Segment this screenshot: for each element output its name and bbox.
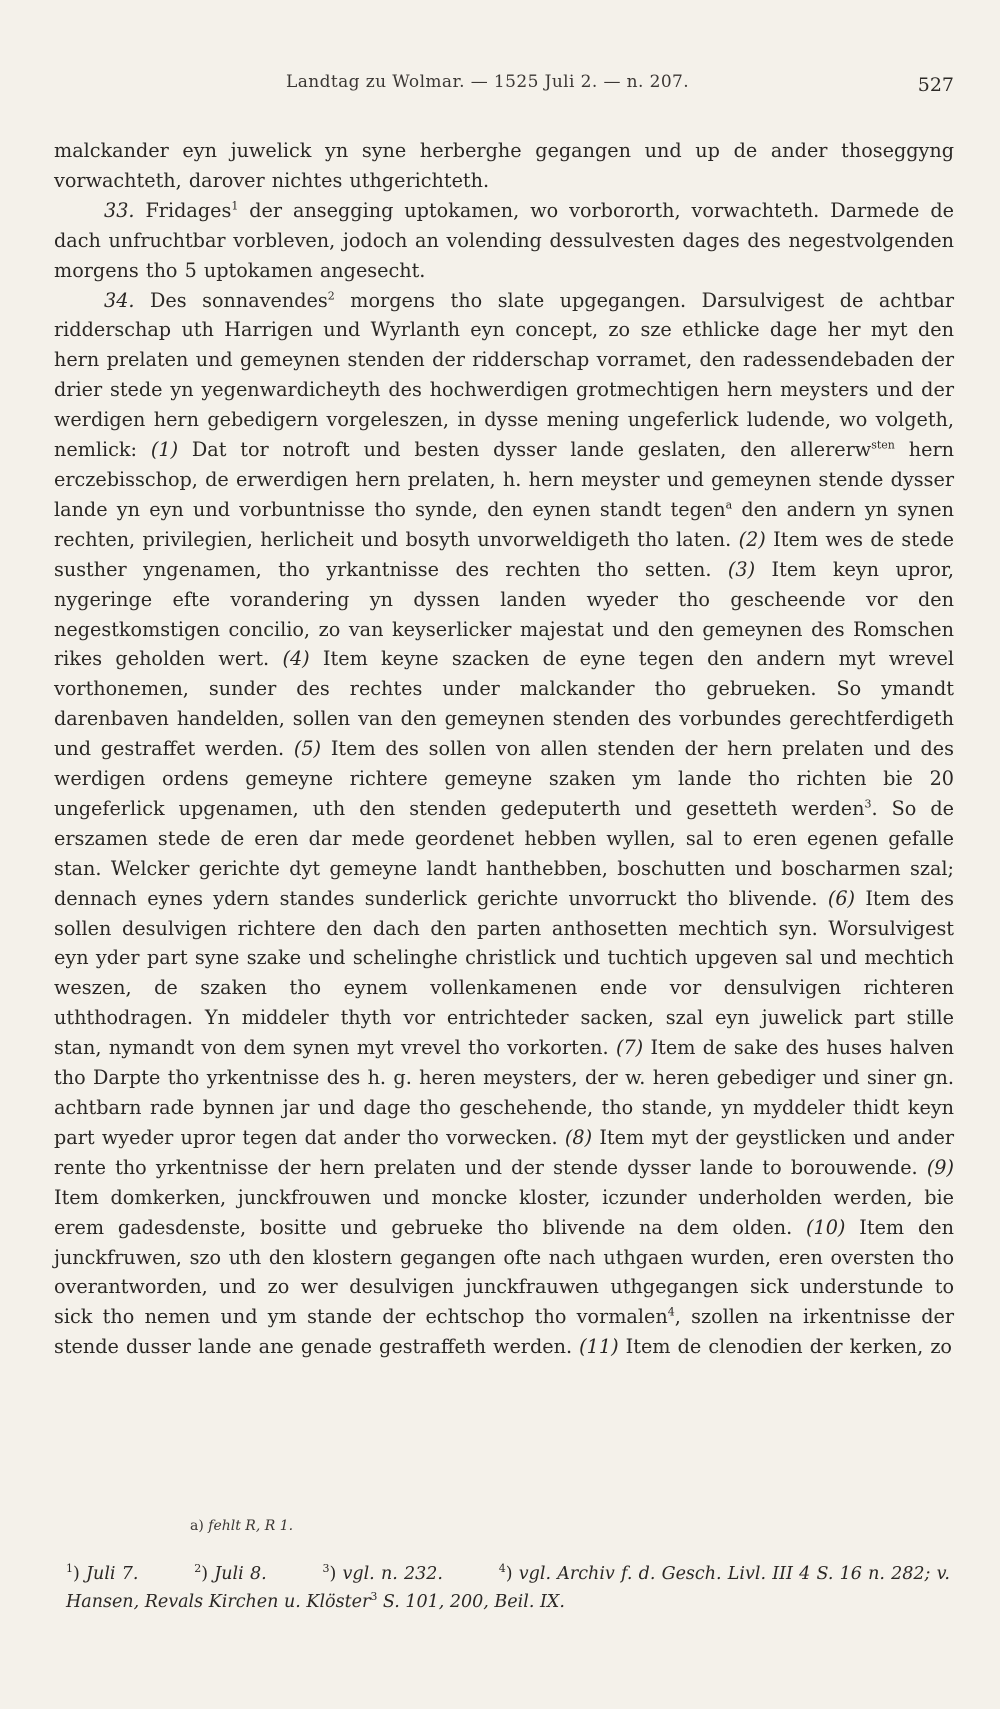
text-run: Item den junckfruwen, szo uth den klostern gegangen ofte nach uthgaen wurden, eren oversten tho overantworden, und zo wer desulvigen junckfrauwen uthgegangen sick understunde to sick tho nemen und ym stande der echtschop tho vormalen <box>54 1215 954 1329</box>
item-number: (7) <box>615 1036 644 1060</box>
item-number: (1) <box>150 438 179 462</box>
item-number: (9) <box>926 1155 954 1179</box>
item-number: (10) <box>806 1215 846 1239</box>
superscript: sten <box>871 438 895 452</box>
footnote-mark: 1 <box>66 1562 73 1576</box>
item-number: (8) <box>564 1125 593 1149</box>
text-run: Item myt der geystlicken und ander rente tho yrkentnisse der hern prelaten und der stende dysser lande to borouwende. <box>54 1125 954 1179</box>
text-run: Item wes de stede susther yngenamen, tho yrkantnisse des rechten tho setten. <box>54 527 954 581</box>
footnote-3: vgl. n. 232. <box>342 1564 443 1584</box>
text-run: Item des sollen desulvigen richtere den dach den parten anthosetten mechtich syn. Worsulvigest eyn yder part syne szake und schelinghe christlick und tuchtich upgeven sal und mechtich weszen, de szaken tho eynem vollenkamenen ende vor densulvigen richteren uththodragen. Yn middeler thyth vor entrichteder sacken, szal eyn juwelick part stille stan, nymandt von dem synen myt vrevel tho vorkorten. <box>54 886 954 1060</box>
text-run: Item de clenodien der kerken, zo <box>618 1335 952 1359</box>
text-run: morgens tho slate upgegangen. Darsulvigest de achtbar ridderschap uth Harrigen und Wyrlanth eyn concept, zo sze ethlicke dage her myt den hern prelaten und gemeynen stenden der ridderschap vorramet, den radessendebaden der drier stede yn yegenwardicheyth des hochwerdigen grotmechtigen hern meysters und der werdigen hern gebedigern vorgeleszen, in dysse mening ungeferlick ludende, wo volgeth, nemlick: <box>54 288 954 462</box>
text-run: Item domkerken, junckfrouwen und moncke kloster, iczunder underholden werden, bie erem gadesdenste, bositte und gebrueke tho blivende na dem olden. <box>54 1185 954 1239</box>
footnote-4-cont: S. 101, 200, Beil. IX. <box>377 1592 565 1612</box>
footnotes: $^1$) Juli 7. $^2$) Juli 8. $^3$) vgl. n. 232. $^4$) vgl. Archiv f. d. Gesch. Livl. III 4 S. 16 n. 282; v. Hansen, Revals Kirchen u. Klöster$^3$ S. 101, 200, Beil. IX. <box>66 1562 950 1612</box>
text-run: den andern yn synen rechten, privilegien, herlicheit und bosyth unvorweldigeth tho laten. <box>54 497 955 551</box>
section-number: 33. <box>104 198 135 222</box>
footnote-ref: 3 <box>864 797 872 811</box>
text-run: der ansegging uptokamen, wo vorbororth, vorwachteth. Darmede de dach unfruchtbar vorbleven, jodoch an volending dessulvesten dages des negestvolgenden morgens tho 5 uptokamen angesecht. <box>54 198 954 282</box>
apparatus-label: a) <box>190 1518 204 1534</box>
item-number: (11) <box>579 1335 619 1359</box>
text-run: Item de sake des huses halven tho Darpte tho yrkentnisse des h. g. heren meysters, der w. heren gebediger und siner gn. achtbarn rade bynnen jar und dage tho geschehende, tho stande, yn myddeler thidt keyn part wyeder upror tegen dat ander tho vorwecken. <box>54 1036 954 1149</box>
apparatus-ref: a <box>725 498 733 512</box>
main-text <box>54 136 954 1362</box>
item-number: (5) <box>293 737 322 761</box>
page-header <box>56 68 954 96</box>
text-run: , szollen na irkentnisse der stende dusser lande ane genade gestraffeth werden. <box>54 1305 955 1359</box>
footnote-mark: 2 <box>194 1562 202 1576</box>
item-number: (4) <box>282 647 310 671</box>
text-run: Item keyne szacken de eyne tegen den andern myt wrevel vorthonemen, sunder des rechtes under malckander tho gebrueken. So ymandt darenbaven handelden, sollen van den gemeynen stenden des vorbundes gerechtferdigeth und gestraffet werden. <box>54 647 954 761</box>
text-run: Dat tor notroft und besten dysser lande geslaten, den allererw <box>178 438 872 462</box>
footnote-1: Juli 7. <box>86 1564 139 1584</box>
text-run: . So de erszamen stede de eren dar mede geordenet hebben wyllen, sal to eren egenen gefalle stan. Welcker gerichte dyt gemeyne landt hanthebben, boschutten und boscharmen szal; dennach eynes ydern standes sunderlick gerichte unvorruckt tho blivende. <box>54 796 954 910</box>
text-run: Fridages <box>145 198 232 222</box>
superscript: 3 <box>370 1590 378 1604</box>
running-title: Landtag zu Wolmar. — 1525 Juli 2. — n. 207. <box>286 72 690 92</box>
paragraph-33 <box>54 196 954 286</box>
item-number: (3) <box>727 557 756 581</box>
footnote-4: vgl. Archiv f. d. Gesch. Livl. III 4 S. 16 n. 282; v. Hansen, Revals Kirchen u. Klöster <box>66 1564 950 1612</box>
text-run: Item keyn upror, nygeringe efte vorandering yn dyssen landen wyeder tho gescheende vor den negestkomstigen concilio, zo van keyserlicker majestat und den gemeynen des Romschen rikes geholden wert. <box>54 557 955 671</box>
paragraph-continuation: malckander eyn juwelick yn syne herberghe gegangen und up de ander thoseggyng vorwachteth, darover nichtes uthgerichteth. <box>54 139 954 192</box>
apparatus-text: fehlt R, R 1. <box>208 1518 294 1534</box>
text-run: hern erczebisschop, de erwerdigen hern prelaten, h. hern meyster und gemeynen stende dysser lande yn eyn und vorbuntnisse tho synde, den eynen standt tegen <box>54 438 954 521</box>
page-number: 527 <box>917 74 954 96</box>
text-run: Des sonnavendes <box>150 288 328 312</box>
paragraph-34 <box>54 286 954 1363</box>
critical-apparatus-note <box>190 1518 293 1534</box>
section-number: 34. <box>104 288 135 312</box>
footnote-mark: 3 <box>322 1562 330 1576</box>
footnote-2: Juli 8. <box>214 1564 267 1584</box>
item-number: (2) <box>738 527 766 551</box>
item-number: (6) <box>827 886 856 910</box>
footnote-ref: 2 <box>327 289 335 303</box>
text-run: Item des sollen von allen stenden der hern prelaten und des werdigen ordens gemeyne richtere gemeyne szaken ym lande tho richten bie 20 ungeferlick upgenamen, uth den stenden gedeputerth und gesetteth werden <box>54 737 954 820</box>
footnote-mark: 4 <box>498 1562 506 1576</box>
footnote-ref: 4 <box>667 1305 675 1319</box>
footnote-ref: 1 <box>231 199 239 213</box>
